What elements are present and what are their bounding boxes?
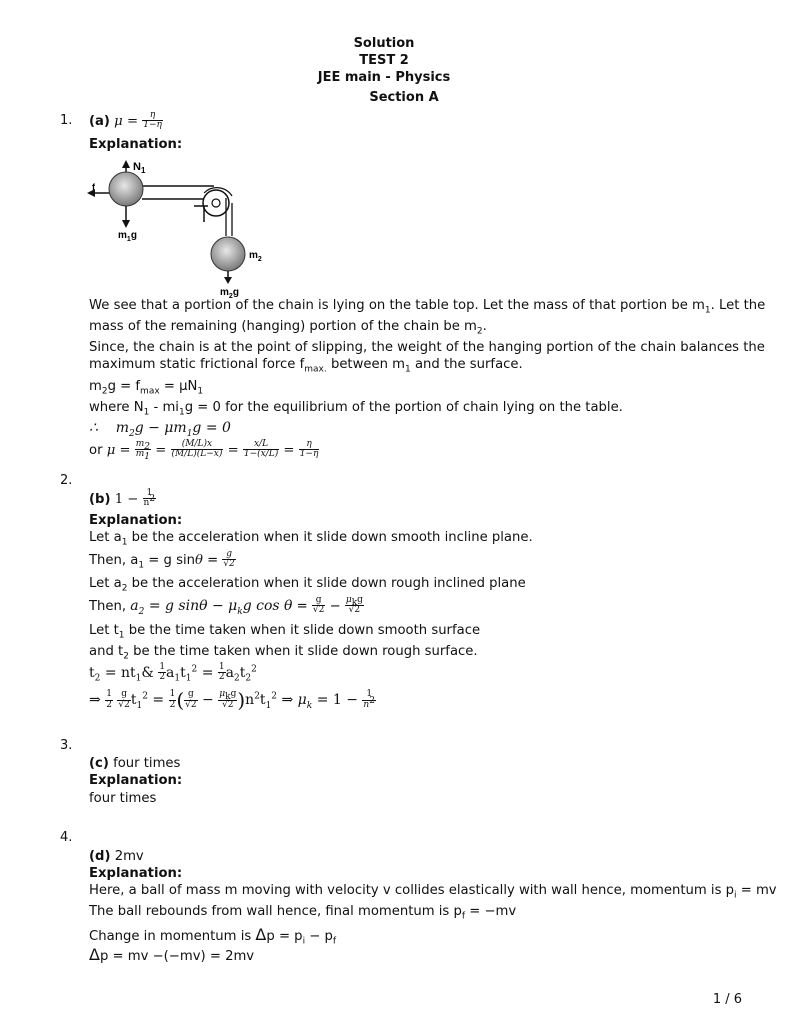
question-3-number: 3.: [60, 738, 73, 753]
fraction: $\frac{g}{√2}$: [185, 689, 197, 710]
equation: ⇒ $\frac{1}{2}$ $\frac{g}{√2}$ $t_1^2$ = $\frac{1}{2}$ ( $\frac{g}{√2}$ − $\frac{\mu_kg}{√2}$ )$n^2t_1^2$ ⇒ $\mu_k = 1$ − $\frac{1}{n^2}$: [89, 688, 375, 712]
fraction: $\frac{\mu_kg}{√2}$: [219, 689, 237, 710]
answer-formula: μ: [114, 113, 123, 129]
paragraph: Let $a_1$ be the acceleration when it slide down smooth incline plane.: [89, 530, 533, 548]
question-4-answer: (d) 2mv: [89, 849, 144, 864]
paragraph: Here, a ball of mass m moving with velocity v collides elastically with wall hence, momentum is $p_i$ = mv: [89, 883, 777, 901]
fraction: $\frac{g}{√2}$: [118, 689, 130, 710]
label-m1g: $m_1g$: [118, 230, 137, 243]
fraction: $\frac{g}{√2}$: [312, 595, 325, 616]
paragraph: mass of the remaining (hanging) portion of the chain be $m_2$.: [89, 319, 487, 337]
equation: or μ = $\frac{m_2}{m_1}$ = $\frac{(M/L)x}{(M/L)(L-x)}$ = $\frac{x/L}{1-(x/L)}$ = $\frac{\eta}{1-\eta}$: [89, 439, 319, 463]
answer-label: (a): [89, 113, 110, 129]
fraction: $\frac{\eta}{1-\eta}$: [143, 110, 162, 131]
explanation-label: Explanation:: [89, 513, 183, 528]
equation: Then, $a_2 = g$ $\sin\theta - \mu_kg$ cos θ = $\frac{g}{√2}$ − $\frac{\mu_kg}{√2}$: [89, 595, 363, 617]
paragraph: The ball rebounds from wall hence, final momentum is $p_f = -mv$: [89, 904, 517, 922]
chain-on-table-figure: [86, 158, 276, 298]
question-3-answer: (c) four times: [89, 756, 181, 771]
label-n1: $N_1$: [133, 161, 146, 175]
paragraph: maximum static frictional force $f_{max.}$ between $m_1$ and the surface.: [89, 357, 523, 375]
paragraph: where $N_1 - mi_1g = 0$ for the equilibrium of the portion of chain lying on the table.: [89, 400, 623, 418]
page-number: 1 / 6: [712, 992, 742, 1007]
fraction: $\frac{1}{2}$: [159, 662, 166, 683]
fraction: $\frac{x/L}{1-(x/L)}$: [243, 439, 279, 460]
label-m2: $m_2$: [249, 250, 262, 263]
paragraph: Let $a_2$ be the acceleration when it slide down rough inclined plane: [89, 576, 526, 594]
fraction: $\frac{1}{2}$: [169, 689, 176, 710]
fraction: $\frac{1}{2}$: [106, 689, 112, 710]
fraction: $\frac{g}{√2}$: [223, 549, 235, 570]
label-f: f: [92, 182, 95, 192]
fraction: $\frac{1}{n^2}$: [363, 689, 375, 710]
question-4-number: 4.: [60, 830, 73, 845]
answer-label: (b): [89, 491, 111, 507]
fraction: $\frac{\eta}{1-\eta}$: [299, 439, 319, 460]
fraction: $\frac{1}{2}$: [218, 662, 225, 683]
question-1-answer: (a) μ = $\frac{\eta}{1-\eta}$: [89, 110, 162, 131]
title-subject: JEE main - Physics: [317, 70, 451, 85]
fraction: $\frac{m_2}{m_1}$: [135, 439, 151, 463]
answer-label: (d): [89, 849, 111, 864]
explanation-label: Explanation:: [89, 773, 183, 788]
question-1-number: 1.: [60, 113, 73, 128]
title-solution: Solution: [353, 36, 415, 51]
equation: $m_2g = f_{max} = \mu N_1$: [89, 379, 204, 397]
fraction: $\frac{(M/L)x}{(M/L)(L-x)}$: [171, 439, 223, 460]
paragraph: Change in momentum is $\Delta p = p_i - p_f$: [89, 925, 337, 947]
paragraph: Let $t_1$ be the time taken when it slide down smooth surface: [89, 623, 481, 641]
equation: $t_2$ = $nt_1\&$ $\frac{1}{2}$ $a_1t_1^2$ = $\frac{1}{2}$ $a_2t_2^2$: [89, 662, 257, 684]
title-test: TEST 2: [359, 53, 409, 68]
paragraph: four times: [89, 791, 157, 806]
question-2-answer: (b) 1 − $\frac{1}{n^2}$: [89, 488, 156, 509]
label-m2g: $m_2g$: [220, 287, 239, 300]
paragraph: We see that a portion of the chain is lying on the table top. Let the mass of that portion be $m_1$. Let the: [89, 298, 766, 316]
title-section: Section A: [369, 90, 439, 105]
equation: ∴ $m_2g - \mu m_1g = 0$: [89, 420, 231, 439]
paragraph: Since, the chain is at the point of slipping, the weight of the hanging portion of the chain balances the: [89, 340, 765, 355]
paragraph: and $t_2$ be the time taken when it slide down rough surface.: [89, 644, 478, 662]
answer-label: (c): [89, 756, 109, 771]
fraction: $\frac{1}{n^2}$: [143, 488, 156, 509]
question-2-number: 2.: [60, 473, 73, 488]
explanation-label: Explanation:: [89, 137, 183, 152]
explanation-label: Explanation:: [89, 866, 183, 881]
equation: Then, $a_1 = g$ sinθ = $\frac{g}{√2}$: [89, 549, 235, 571]
paragraph: Δp = mv −(−mv) = 2mv: [89, 945, 255, 964]
fraction: $\frac{\mu_kg}{√2}$: [345, 595, 363, 616]
